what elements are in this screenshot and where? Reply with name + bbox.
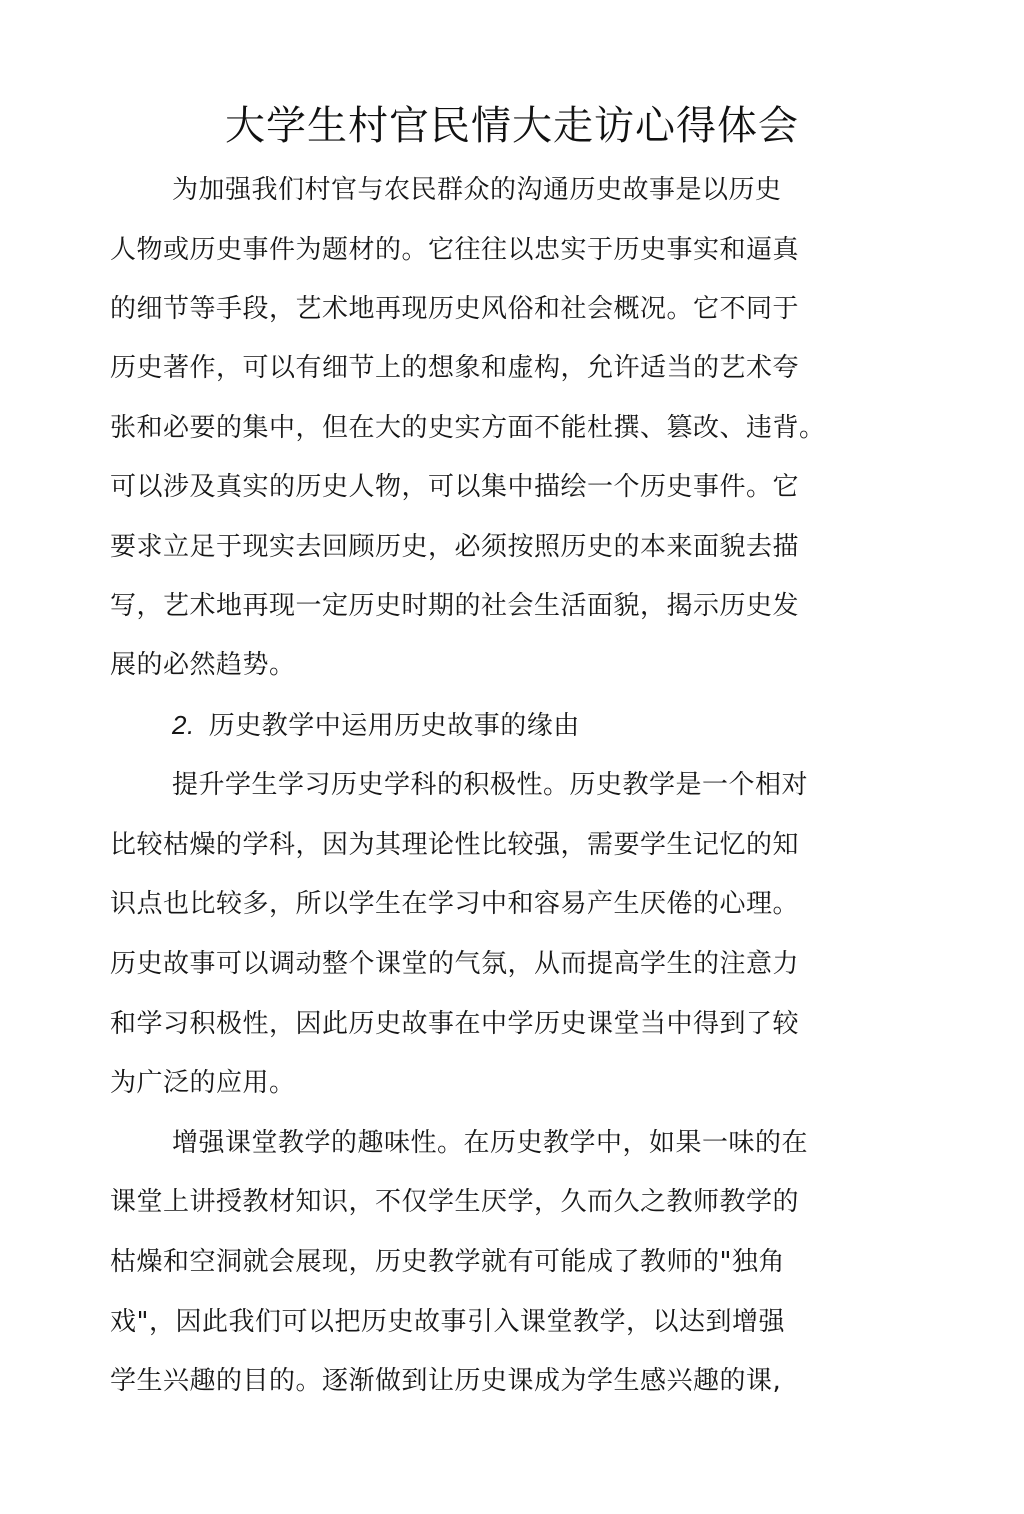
paragraph-3-line-5: 学生兴趣的目的。逐渐做到让历史课成为学生感兴趣的课, (110, 1366, 782, 1396)
paragraph-1-line-4: 历史著作，可以有细节上的想象和虚构，允许适当的艺术夸 (110, 353, 800, 383)
paragraph-1-line-7: 要求立足于现实去回顾历史，必须按照历史的本来面貌去描 (110, 532, 800, 562)
paragraph-3-line-3: 枯燥和空洞就会展现，历史教学就有可能成了教师的"独角 (110, 1247, 785, 1277)
document-title: 大学生村官民情大走访心得体会 (225, 103, 799, 149)
paragraph-2-line-1: 提升学生学习历史学科的积极性。历史教学是一个相对 (172, 770, 809, 800)
paragraph-3-line-4: 戏"，因此我们可以把历史故事引入课堂教学，以达到增强 (110, 1307, 785, 1337)
paragraph-1-line-2: 人物或历史事件为题材的。它往往以忠实于历史事实和逼真 (110, 235, 800, 265)
paragraph-2-line-5: 和学习积极性，因此历史故事在中学历史课堂当中得到了较 (110, 1009, 800, 1039)
paragraph-1-line-1: 为加强我们村官与农民群众的沟通历史故事是以历史 (172, 175, 782, 205)
paragraph-1-line-9: 展的必然趋势。 (110, 650, 296, 680)
paragraph-2-line-4: 历史故事可以调动整个课堂的气氛，从而提高学生的注意力 (110, 949, 800, 979)
paragraph-2-line-6: 为广泛的应用。 (110, 1068, 296, 1098)
paragraph-1-line-3: 的细节等手段，艺术地再现历史风俗和社会概况。它不同于 (110, 294, 800, 324)
paragraph-2-line-3: 识点也比较多，所以学生在学习中和容易产生厌倦的心理。 (110, 889, 800, 919)
section-2-number: 2. (172, 710, 195, 740)
paragraph-2-line-2: 比较枯燥的学科，因为其理论性比较强，需要学生记忆的知 (110, 830, 800, 860)
section-2-heading-text: 历史教学中运用历史故事的缘由 (208, 711, 580, 741)
paragraph-3-line-2: 课堂上讲授教材知识，不仅学生厌学，久而久之教师教学的 (110, 1187, 800, 1217)
paragraph-1-line-6: 可以涉及真实的历史人物，可以集中描绘一个历史事件。它 (110, 472, 800, 502)
section-2-heading (172, 705, 580, 745)
paragraph-3-line-1: 增强课堂教学的趣味性。在历史教学中，如果一味的在 (172, 1128, 809, 1158)
paragraph-1-line-5: 张和必要的集中，但在大的史实方面不能杜撰、篡改、违背。 (110, 413, 826, 443)
paragraph-1-line-8: 写，艺术地再现一定历史时期的社会生活面貌，揭示历史发 (110, 591, 800, 621)
